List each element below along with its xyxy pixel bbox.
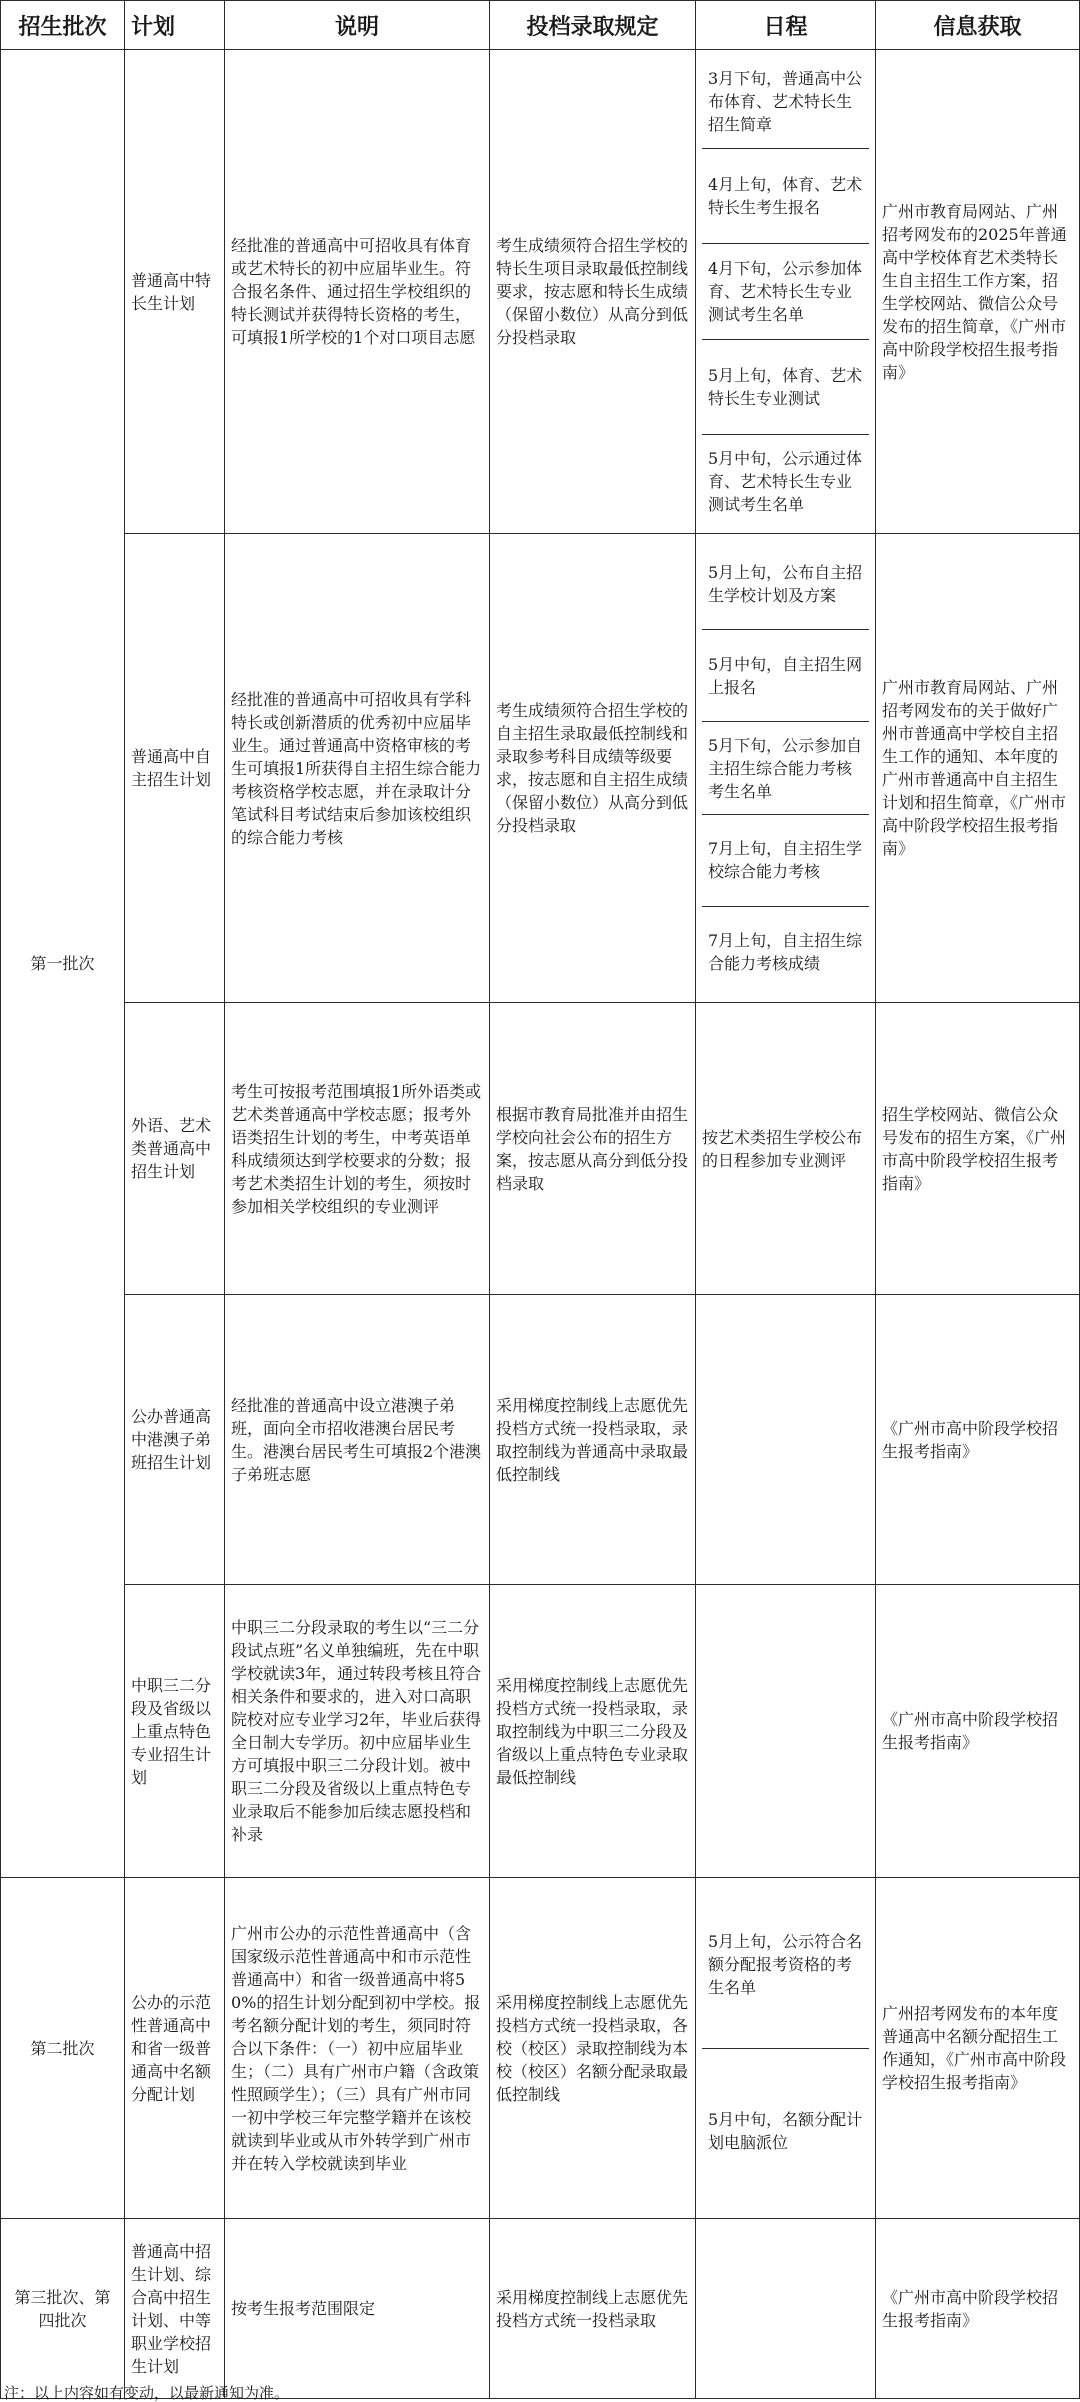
schedule-item: 5月下旬，公示参加自主招生综合能力考核考生名单	[702, 721, 869, 813]
desc-cell: 经批准的普通高中设立港澳子弟班，面向全市招收港澳台居民考生。港澳台居民考生可填报2个港澳子弟班志愿	[225, 1295, 490, 1585]
schedule-cell	[696, 1878, 876, 2219]
table-row	[1, 534, 1080, 1003]
schedule-item: 5月中旬，自主招生网上报名	[702, 629, 869, 721]
schedule-item: 5月中旬，公示通过体育、艺术特长生专业测试考生名单	[702, 434, 869, 529]
rule-cell: 考生成绩须符合招生学校的自主招生录取最低控制线和录取参考科目成绩等级要求，按志愿和自主招生成绩（保留小数位）从高分到低分投档录取	[490, 534, 696, 1003]
desc-cell: 考生可按报考范围填报1所外语类或艺术类普通高中学校志愿；报考外语类招生计划的考生，中考英语单科成绩须达到学校要求的分数；报考艺术类招生计划的考生，须按时参加相关学校组织的专业测评	[225, 1003, 490, 1295]
header-info: 信息获取	[876, 1, 1080, 50]
table-row	[1, 1003, 1080, 1295]
schedule-cell	[696, 1295, 876, 1585]
schedule-cell	[696, 534, 876, 1003]
schedule-item: 4月下旬，公示参加体育、艺术特长生专业测试考生名单	[702, 243, 869, 338]
schedule-item: 7月上旬，自主招生综合能力考核成绩	[702, 906, 869, 998]
rule-cell: 根据市教育局批准并由招生学校向社会公布的招生方案，按志愿从高分到低分投档录取	[490, 1003, 696, 1295]
table-row	[1, 1295, 1080, 1585]
schedule-cell: 按艺术类招生学校公布的日程参加专业测评	[696, 1003, 876, 1295]
plan-cell: 普通高中招生计划、综合高中招生计划、中等职业学校招生计划	[125, 2219, 225, 2399]
schedule-item: 5月上旬，公布自主招生学校计划及方案	[708, 562, 863, 605]
header-schedule: 日程	[696, 1, 876, 50]
desc-cell: 经批准的普通高中可招收具有体育或艺术特长的初中应届毕业生。符合报名条件、通过招生学校组织的特长测试并获得特长资格的考生，可填报1所学校的1个对口项目志愿	[225, 50, 490, 534]
batch-cell-second: 第二批次	[1, 1878, 125, 2219]
footnote: 注：以上内容如有变动，以最新通知为准。	[4, 2384, 290, 2402]
schedule-cell	[696, 2219, 876, 2399]
rule-cell: 采用梯度控制线上志愿优先投档方式统一投档录取	[490, 2219, 696, 2399]
schedule-item: 7月上旬，自主招生学校综合能力考核	[702, 814, 869, 906]
schedule-cell	[696, 1585, 876, 1878]
schedule-item: 5月上旬，体育、艺术特长生专业测试	[702, 339, 869, 434]
batch-cell-third: 第三批次、第四批次	[1, 2219, 125, 2399]
header-row	[1, 1, 1080, 50]
plan-cell: 外语、艺术类普通高中招生计划	[125, 1003, 225, 1295]
plan-cell: 公办普通高中港澳子弟班招生计划	[125, 1295, 225, 1585]
desc-cell: 经批准的普通高中可招收具有学科特长或创新潜质的优秀初中应届毕业生。通过普通高中资格审核的考生可填报1所获得自主招生综合能力考核资格学校志愿，并在录取计分笔试科目考试结束后参加该校组织的综合能力考核	[225, 534, 490, 1003]
schedule-cell	[696, 50, 876, 534]
header-rule: 投档录取规定	[490, 1, 696, 50]
table-row	[1, 2219, 1080, 2399]
rule-cell: 采用梯度控制线上志愿优先投档方式统一投档录取，录取控制线为中职三二分段及省级以上重点特色专业录取最低控制线	[490, 1585, 696, 1878]
desc-cell: 广州市公办的示范性普通高中（含国家级示范性普通高中和市示范性普通高中）和省一级普通高中将50%的招生计划分配到初中学校。报考名额分配计划的考生，须同时符合以下条件：（一）初中应届毕业生；（二）具有广州市户籍（含政策性照顾学生）；（三）具有广州市同一初中学校三年完整学籍并在该校就读到毕业或从市外转学到广州市并在转入学校就读到毕业	[225, 1878, 490, 2219]
info-cell: 广州市教育局网站、广州招考网发布的关于做好广州市普通高中学校自主招生工作的通知、本年度的广州市普通高中自主招生计划和招生简章，《广州市高中阶段学校招生报考指南》	[876, 534, 1080, 1003]
rule-cell: 采用梯度控制线上志愿优先投档方式统一投档录取，录取控制线为普通高中录取最低控制线	[490, 1295, 696, 1585]
desc-cell: 中职三二分段录取的考生以“三二分段试点班”名义单独编班，先在中职学校就读3年，通过转段考核且符合相关条件和要求的，进入对口高职院校对应专业学习2年，毕业后获得全日制大专学历。初中应届毕业生方可填报中职三二分段计划。被中职三二分段及省级以上重点特色专业录取后不能参加后续志愿投档和补录	[225, 1585, 490, 1878]
info-cell: 招生学校网站、微信公众号发布的招生方案，《广州市高中阶段学校招生报考指南》	[876, 1003, 1080, 1295]
table-row	[1, 1585, 1080, 1878]
schedule-item: 5月上旬，公示符合名额分配报考资格的考生名单	[708, 1932, 863, 1998]
schedule-item: 4月上旬，体育、艺术特长生考生报名	[702, 148, 869, 243]
table-row	[1, 1878, 1080, 2219]
header-plan: 计划	[125, 1, 225, 50]
plan-cell: 普通高中特长生计划	[125, 50, 225, 534]
schedule-item: 5月中旬，名额分配计划电脑派位	[702, 2048, 869, 2215]
info-cell: 广州招考网发布的本年度普通高中名额分配招生工作通知，《广州市高中阶段学校招生报考指南》	[876, 1878, 1080, 2219]
plan-cell: 公办的示范性普通高中和省一级普通高中名额分配计划	[125, 1878, 225, 2219]
header-desc: 说明	[225, 1, 490, 50]
plan-cell: 普通高中自主招生计划	[125, 534, 225, 1003]
batch-cell-first: 第一批次	[1, 50, 125, 1878]
table-row	[1, 50, 1080, 534]
schedule-item: 3月下旬，普通高中公布体育、艺术特长生招生简章	[708, 68, 863, 134]
desc-cell: 按考生报考范围限定	[225, 2219, 490, 2399]
info-cell: 《广州市高中阶段学校招生报考指南》	[876, 1585, 1080, 1878]
info-cell: 《广州市高中阶段学校招生报考指南》	[876, 1295, 1080, 1585]
plan-cell: 中职三二分段及省级以上重点特色专业招生计划	[125, 1585, 225, 1878]
rule-cell: 考生成绩须符合招生学校的特长生项目录取最低控制线要求，按志愿和特长生成绩（保留小数位）从高分到低分投档录取	[490, 50, 696, 534]
rule-cell: 采用梯度控制线上志愿优先投档方式统一投档录取，各校（校区）录取控制线为本校（校区）名额分配录取最低控制线	[490, 1878, 696, 2219]
header-batch: 招生批次	[1, 1, 125, 50]
info-cell: 《广州市高中阶段学校招生报考指南》	[876, 2219, 1080, 2399]
info-cell: 广州市教育局网站、广州招考网发布的2025年普通高中学校体育艺术类特长生自主招生工作方案，招生学校网站、微信公众号发布的招生简章，《广州市高中阶段学校招生报考指南》	[876, 50, 1080, 534]
